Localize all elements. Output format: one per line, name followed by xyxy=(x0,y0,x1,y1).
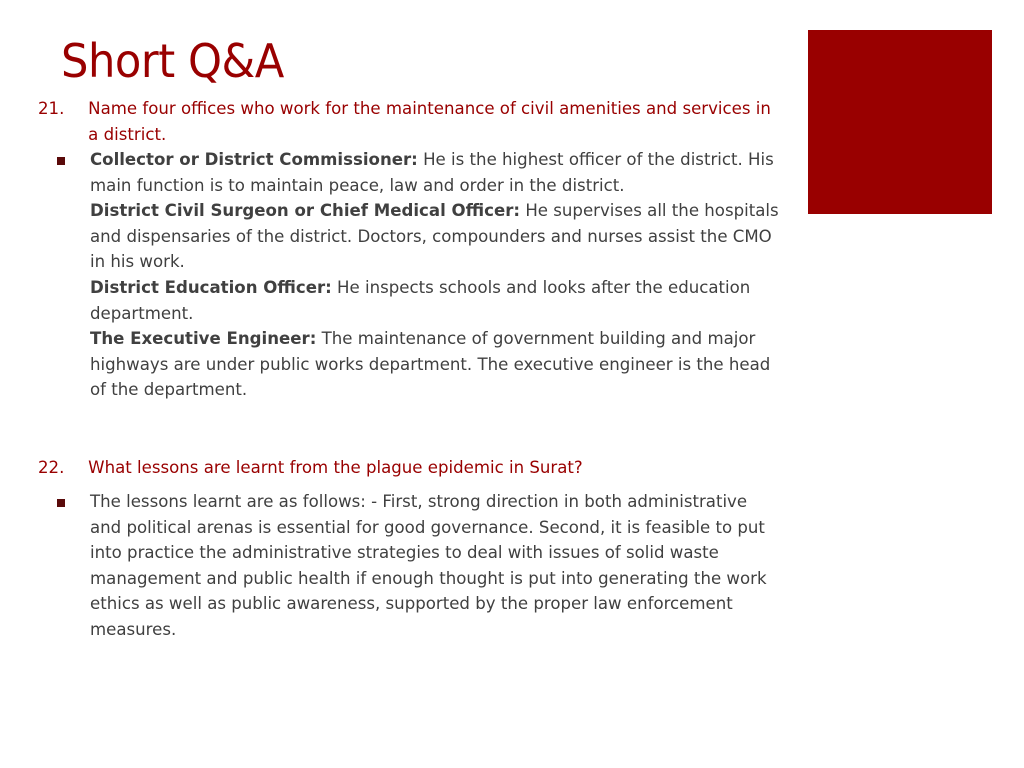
answer-label: Collector or District Commissioner: xyxy=(90,150,418,170)
question-text: Name four offices who work for the maintenance of civil amenities and services in a district. xyxy=(88,99,771,145)
answer-text: He is the highest officer of the district. His main function is to maintain peace, law and order in the district. xyxy=(90,150,774,196)
answer-item xyxy=(90,276,780,327)
answer-label: District Civil Surgeon or Chief Medical Officer: xyxy=(90,201,521,222)
accent-box xyxy=(808,30,992,214)
bullet-icon xyxy=(57,499,65,507)
answer-text: He inspects schools and looks after the education department. xyxy=(90,277,751,324)
question-text: What lessons are learnt from the plague epidemic in Surat? xyxy=(88,458,583,478)
question-number: 21. xyxy=(38,99,65,119)
answer-text: He supervises all the hospitals and dispensaries of the district. Doctors, compounders and nurses assist the CMO in his work. xyxy=(90,201,779,273)
bullet-icon xyxy=(57,157,65,165)
answer-label: The Executive Engineer: xyxy=(90,329,317,350)
answer-22 xyxy=(90,490,780,644)
slide-title: Short Q&A xyxy=(61,34,284,88)
answer-label: District Education Officer: xyxy=(90,277,332,298)
answer-text: The maintenance of government building and major highways are under public works department. The executive engineer is the head of the department. xyxy=(90,329,771,401)
answer-item xyxy=(90,199,780,276)
answer-item: The lessons learnt are as follows: - First, strong direction in both administrative and political arenas is essential for good governance. Second, it is feasible to put into practice the administrative strategies to deal with issues of solid waste management and public health if enough thought is put into generating the work ethics as well as public awareness, supported by the proper law enforcement measures. xyxy=(90,492,767,640)
answer-item xyxy=(90,148,780,199)
question-22 xyxy=(38,456,771,482)
answer-21 xyxy=(90,148,780,404)
answer-item xyxy=(90,327,780,404)
question-number: 22. xyxy=(38,458,65,478)
question-21 xyxy=(38,97,771,148)
